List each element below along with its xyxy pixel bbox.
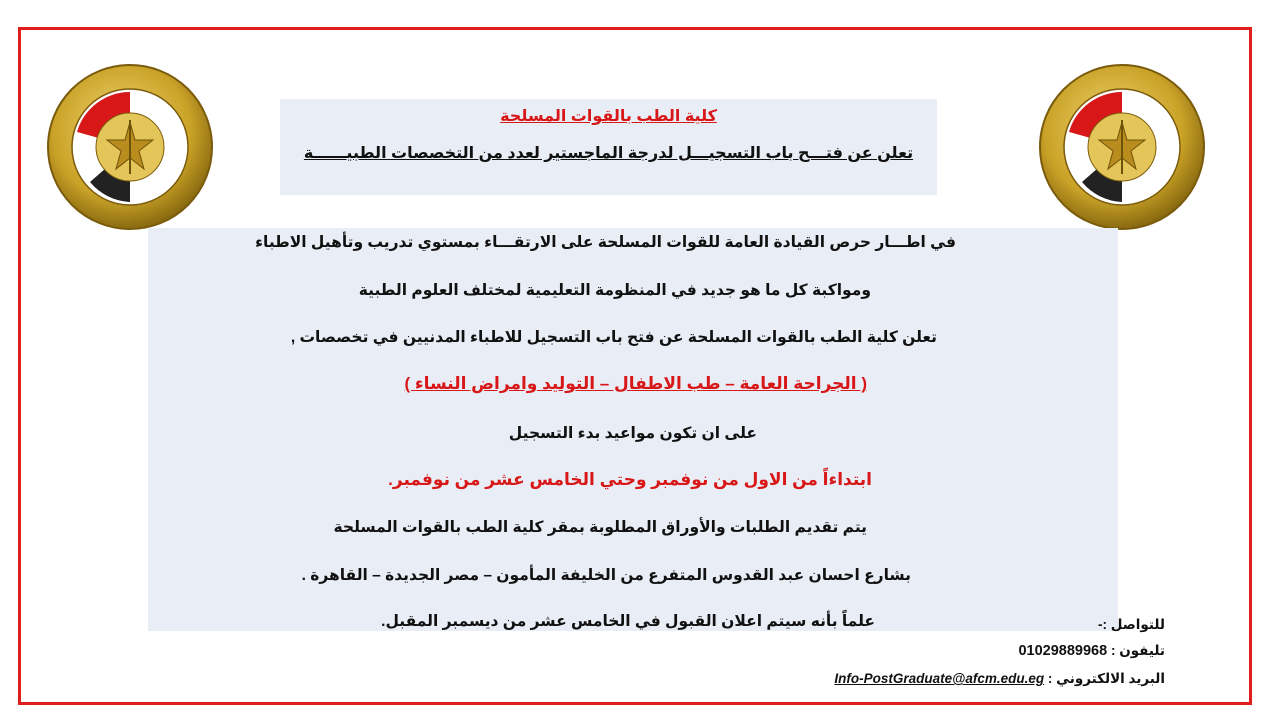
body-line-2: ومواكبة كل ما هو جديد في المنظومة التعليمية لمختلف العلوم الطبية (358, 282, 871, 299)
college-title: كلية الطب بالقوات المسلحة (500, 108, 717, 125)
specialties-line: ( الجراحة العامة – طب الاطفال – التوليد وامراض النساء ) (404, 374, 867, 393)
contact-email-row (834, 671, 1165, 687)
announcement-header (280, 99, 937, 195)
college-logo-right (1037, 62, 1207, 232)
phone-label: تليفون : (1110, 643, 1165, 658)
announcement-subtitle: تعلن عن فتـــح باب التسجيـــل لدرجة الماجستير لعدد من التخصصات الطبيــــــة (303, 145, 914, 162)
email-label: البريد الالكتروني : (1047, 671, 1165, 686)
college-emblem-icon (45, 62, 215, 232)
contact-label: للتواصل :- (1097, 617, 1165, 632)
college-emblem-icon (1037, 62, 1207, 232)
college-logo-left (45, 62, 215, 232)
contact-phone-row (1018, 643, 1165, 659)
registration-dates: ابتداءاً من الاول من نوفمبر وحتي الخامس عشر من نوفمبر. (388, 470, 872, 489)
body-line-3: تعلن كلية الطب بالقوات المسلحة عن فتح باب التسجيل للاطباء المدنيين في تخصصات , (290, 329, 937, 346)
body-line-1: في اطـــار حرص القيادة العامة للقوات المسلحة على الارتقـــاء بمستوي تدريب وتأهيل الاطباء (255, 234, 956, 251)
acceptance-note: علماً بأنه سيتم اعلان القبول في الخامس عشر من ديسمبر المقبل. (381, 613, 875, 630)
body-line-5: على ان تكون مواعيد بدء التسجيل (508, 425, 757, 442)
email-link[interactable]: Info-PostGraduate@afcm.edu.eg (834, 671, 1045, 686)
address-line: بشارع احسان عبد القدوس المتفرع من الخليفة المأمون – مصر الجديدة – القاهرة . (301, 567, 911, 584)
body-line-7: يتم تقديم الطلبات والأوراق المطلوبة بمقر كلية الطب بالقوات المسلحة (333, 519, 867, 536)
phone-number[interactable]: 01029889968 (1018, 643, 1108, 659)
